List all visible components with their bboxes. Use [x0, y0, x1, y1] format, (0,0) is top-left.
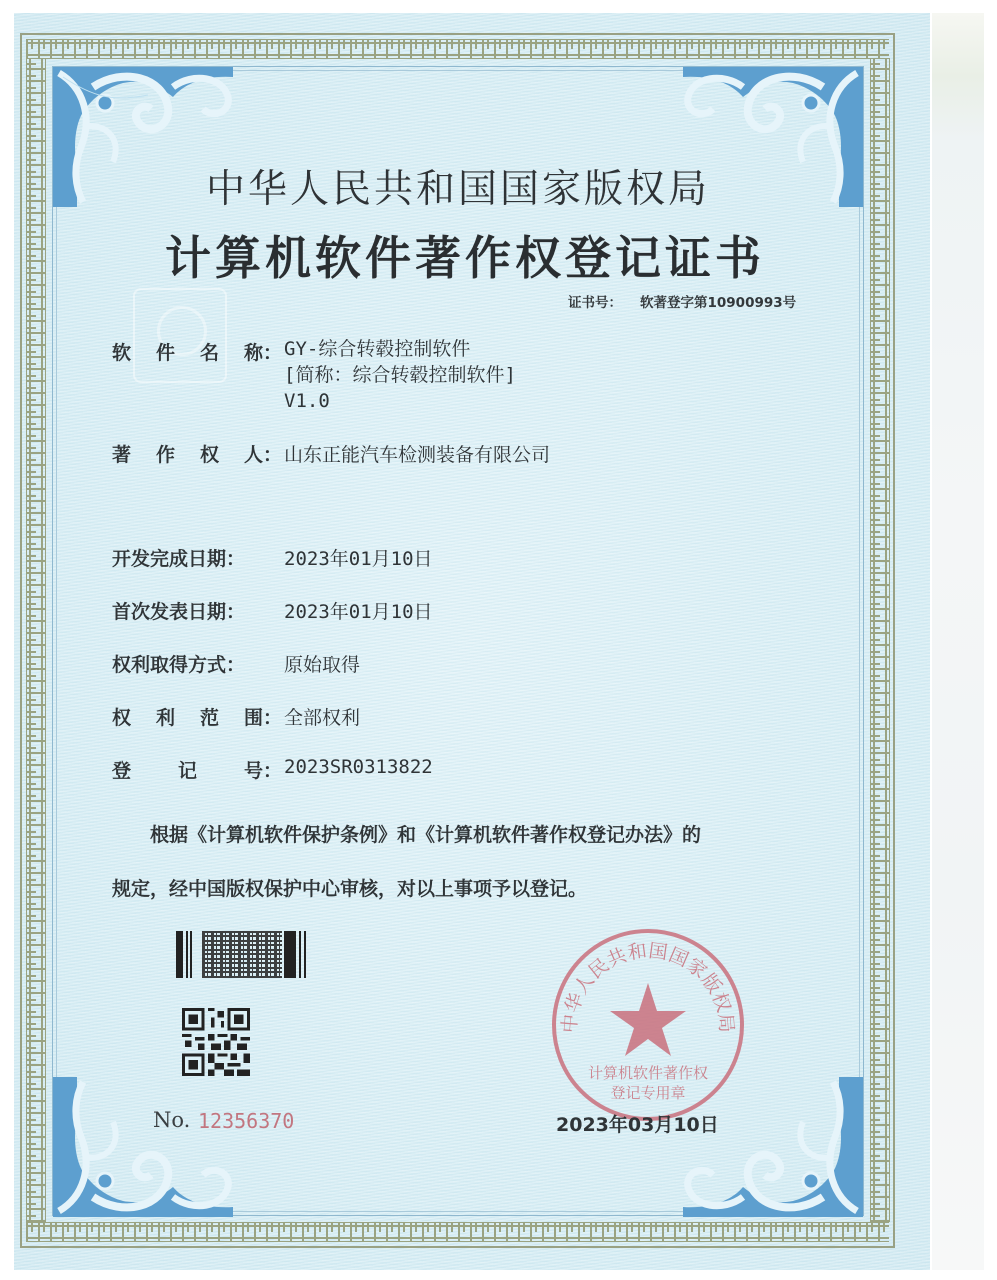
qr-code-icon — [182, 1008, 250, 1076]
certificate-number-label: 证书号： — [568, 295, 622, 311]
software-version-line: V1.0 — [284, 390, 330, 412]
greek-key-border-bottom — [26, 1222, 889, 1242]
svg-text:中华人民共和国国家版权局: 中华人民共和国国家版权局 — [558, 939, 738, 1034]
greek-key-border-top — [26, 39, 889, 59]
software-name-value — [284, 336, 516, 414]
field-label: 权利取得方式： — [112, 654, 246, 676]
first-publication-date-value: 2023年01月10日 — [284, 601, 433, 623]
field-rights-acquisition — [112, 650, 361, 677]
field-label: 登 记 号： — [112, 760, 282, 782]
statement-line-1: 根据《计算机软件保护条例》和《计算机软件著作权登记办法》的 — [150, 824, 702, 846]
svg-text:登记专用章: 登记专用章 — [610, 1084, 686, 1102]
serial-number-value: 12356370 — [198, 1109, 295, 1133]
field-label: 开发完成日期： — [112, 548, 246, 570]
rights-scope-value: 全部权利 — [284, 707, 361, 729]
field-development-date — [112, 544, 433, 571]
field-label: 软 件 名 称： — [112, 342, 282, 364]
svg-text:计算机软件著作权: 计算机软件著作权 — [587, 1064, 709, 1082]
field-registration-number — [112, 756, 433, 783]
development-date-value: 2023年01月10日 — [284, 548, 433, 570]
certificate-number — [568, 291, 796, 311]
software-name-line: GY-综合转毂控制软件 — [284, 338, 471, 360]
software-short-name-line: [简称：综合转毂控制软件] — [284, 364, 516, 386]
rights-acquisition-value: 原始取得 — [284, 654, 361, 676]
field-copyright-owner — [112, 440, 551, 467]
field-software-name — [112, 338, 516, 412]
field-label: 首次发表日期： — [112, 601, 246, 623]
corner-ornament-bottom-left-icon — [53, 1077, 233, 1217]
certificate-number-value: 软著登字第10900993号 — [640, 295, 797, 311]
security-watermark — [133, 288, 227, 383]
scan-edge-strip — [932, 13, 984, 1270]
serial-number-label: No. — [153, 1108, 191, 1132]
pdf417-barcode-icon — [176, 931, 309, 978]
field-label: 权 利 范 围： — [112, 707, 282, 729]
certificate-title: 计算机软件著作权登记证书 — [165, 231, 765, 285]
registration-number-value: 2023SR0313822 — [284, 756, 433, 778]
issue-date: 2023年03月10日 — [556, 1114, 719, 1136]
field-rights-scope — [112, 703, 361, 730]
issuer-title: 中华人民共和国国家版权局 — [205, 167, 710, 212]
copyright-owner-value: 山东正能汽车检测装备有限公司 — [284, 444, 551, 466]
field-first-publication-date — [112, 597, 433, 624]
statement-line-2: 规定，经中国版权保护中心审核，对以上事项予以登记。 — [112, 878, 588, 900]
field-label: 著 作 权 人： — [112, 444, 282, 466]
official-seal-icon — [548, 925, 748, 1125]
